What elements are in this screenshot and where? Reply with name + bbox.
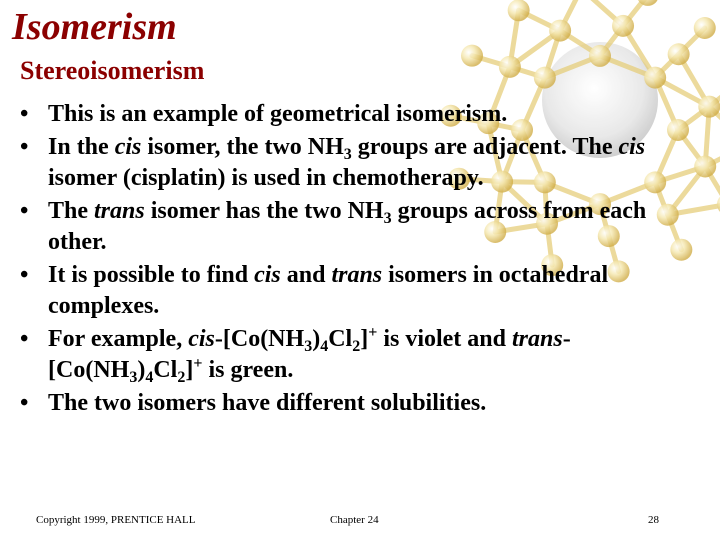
- bullet-text-run: +: [193, 355, 203, 372]
- buckyball-atom: [461, 45, 483, 67]
- bullet-item: [20, 260, 700, 322]
- buckyball-atom: [549, 20, 571, 42]
- bullet-text-run: trans: [94, 198, 145, 224]
- bullet-text-run: Cl: [153, 357, 178, 383]
- bullet-item: [20, 324, 700, 386]
- bullet-dot: •: [20, 390, 29, 416]
- bullet-text-run: This is an example of geometrical isomerism.: [48, 101, 508, 127]
- bullet-text-run: The: [48, 198, 95, 224]
- buckyball-atom: [499, 56, 521, 78]
- bullet-list: [20, 99, 700, 421]
- bullet-text-run: 3: [304, 338, 313, 355]
- bullet-text-run: ]: [360, 326, 369, 352]
- buckyball-atom: [694, 17, 716, 39]
- bullet-text-run: -[Co(NH: [214, 326, 305, 352]
- bullet-text-run: ): [137, 357, 146, 383]
- bullet-text-run: cis: [618, 134, 646, 160]
- bullet-text-run: It is possible to find: [48, 262, 255, 288]
- bullet-text-run: cis: [114, 134, 142, 160]
- bullet-text-run: ]: [185, 357, 194, 383]
- bullet-text-run: cis: [254, 262, 281, 288]
- bullet-text-run: 4: [145, 369, 154, 386]
- bullet-text-run: 4: [320, 338, 329, 355]
- footer-page-number: 28: [648, 514, 659, 526]
- bullet-text-run: is green.: [202, 357, 294, 383]
- bullet-dot: •: [20, 262, 29, 288]
- bullet-dot: •: [20, 134, 29, 160]
- bullet-text-run: and: [280, 262, 332, 288]
- bullet-item: [20, 196, 700, 258]
- slide-subtitle: Stereoisomerism: [20, 56, 205, 85]
- buckyball-atom: [508, 0, 530, 21]
- bullet-text-run: groups across from each other.: [48, 198, 647, 255]
- buckyball-atom: [644, 67, 666, 89]
- footer-copyright: Copyright 1999, PRENTICE HALL: [36, 514, 196, 526]
- bullet-text-run: isomer has the two NH: [144, 198, 384, 224]
- bullet-text-run: trans: [512, 326, 563, 352]
- bullet-text-run: isomer (cisplatin) is used in chemotherapy.: [48, 165, 484, 191]
- buckyball-atom: [534, 67, 556, 89]
- bullet-text-run: cis: [188, 326, 215, 352]
- bullet-text-run: In the: [48, 134, 115, 160]
- bullet-item: [20, 388, 700, 419]
- buckyball-atom: [589, 45, 611, 67]
- bullet-item: [20, 132, 700, 194]
- bullet-text-run: 3: [129, 369, 138, 386]
- bullet-text-run: For example,: [48, 326, 189, 352]
- bullet-text-run: ): [312, 326, 321, 352]
- footer-chapter: Chapter 24: [330, 514, 379, 526]
- bullet-text-run: 2: [352, 338, 361, 355]
- bullet-text-run: isomers in octahedral complexes.: [48, 262, 609, 319]
- slide-title: Isomerism: [12, 6, 177, 48]
- bullet-text-run: 3: [343, 146, 352, 163]
- bullet-text-run: -[Co(NH: [48, 326, 571, 383]
- bullet-text-run: isomer, the two NH: [141, 134, 344, 160]
- bullet-text-run: is violet and: [377, 326, 512, 352]
- bullet-text-run: groups are adjacent. The: [351, 134, 619, 160]
- bullet-text-run: 2: [177, 369, 186, 386]
- bullet-dot: •: [20, 326, 29, 352]
- buckyball-atom: [668, 43, 690, 65]
- bullet-dot: •: [20, 101, 29, 127]
- bullet-text-run: trans: [331, 262, 383, 288]
- bullet-text-run: +: [368, 324, 378, 341]
- bullet-item: [20, 99, 700, 130]
- bullet-text-run: Cl: [328, 326, 353, 352]
- bullet-text-run: 3: [383, 210, 392, 227]
- bullet-dot: •: [20, 198, 29, 224]
- buckyball-atom: [698, 96, 720, 118]
- buckyball-atom: [612, 15, 634, 37]
- bullet-text-run: The two isomers have different solubilities.: [48, 390, 487, 416]
